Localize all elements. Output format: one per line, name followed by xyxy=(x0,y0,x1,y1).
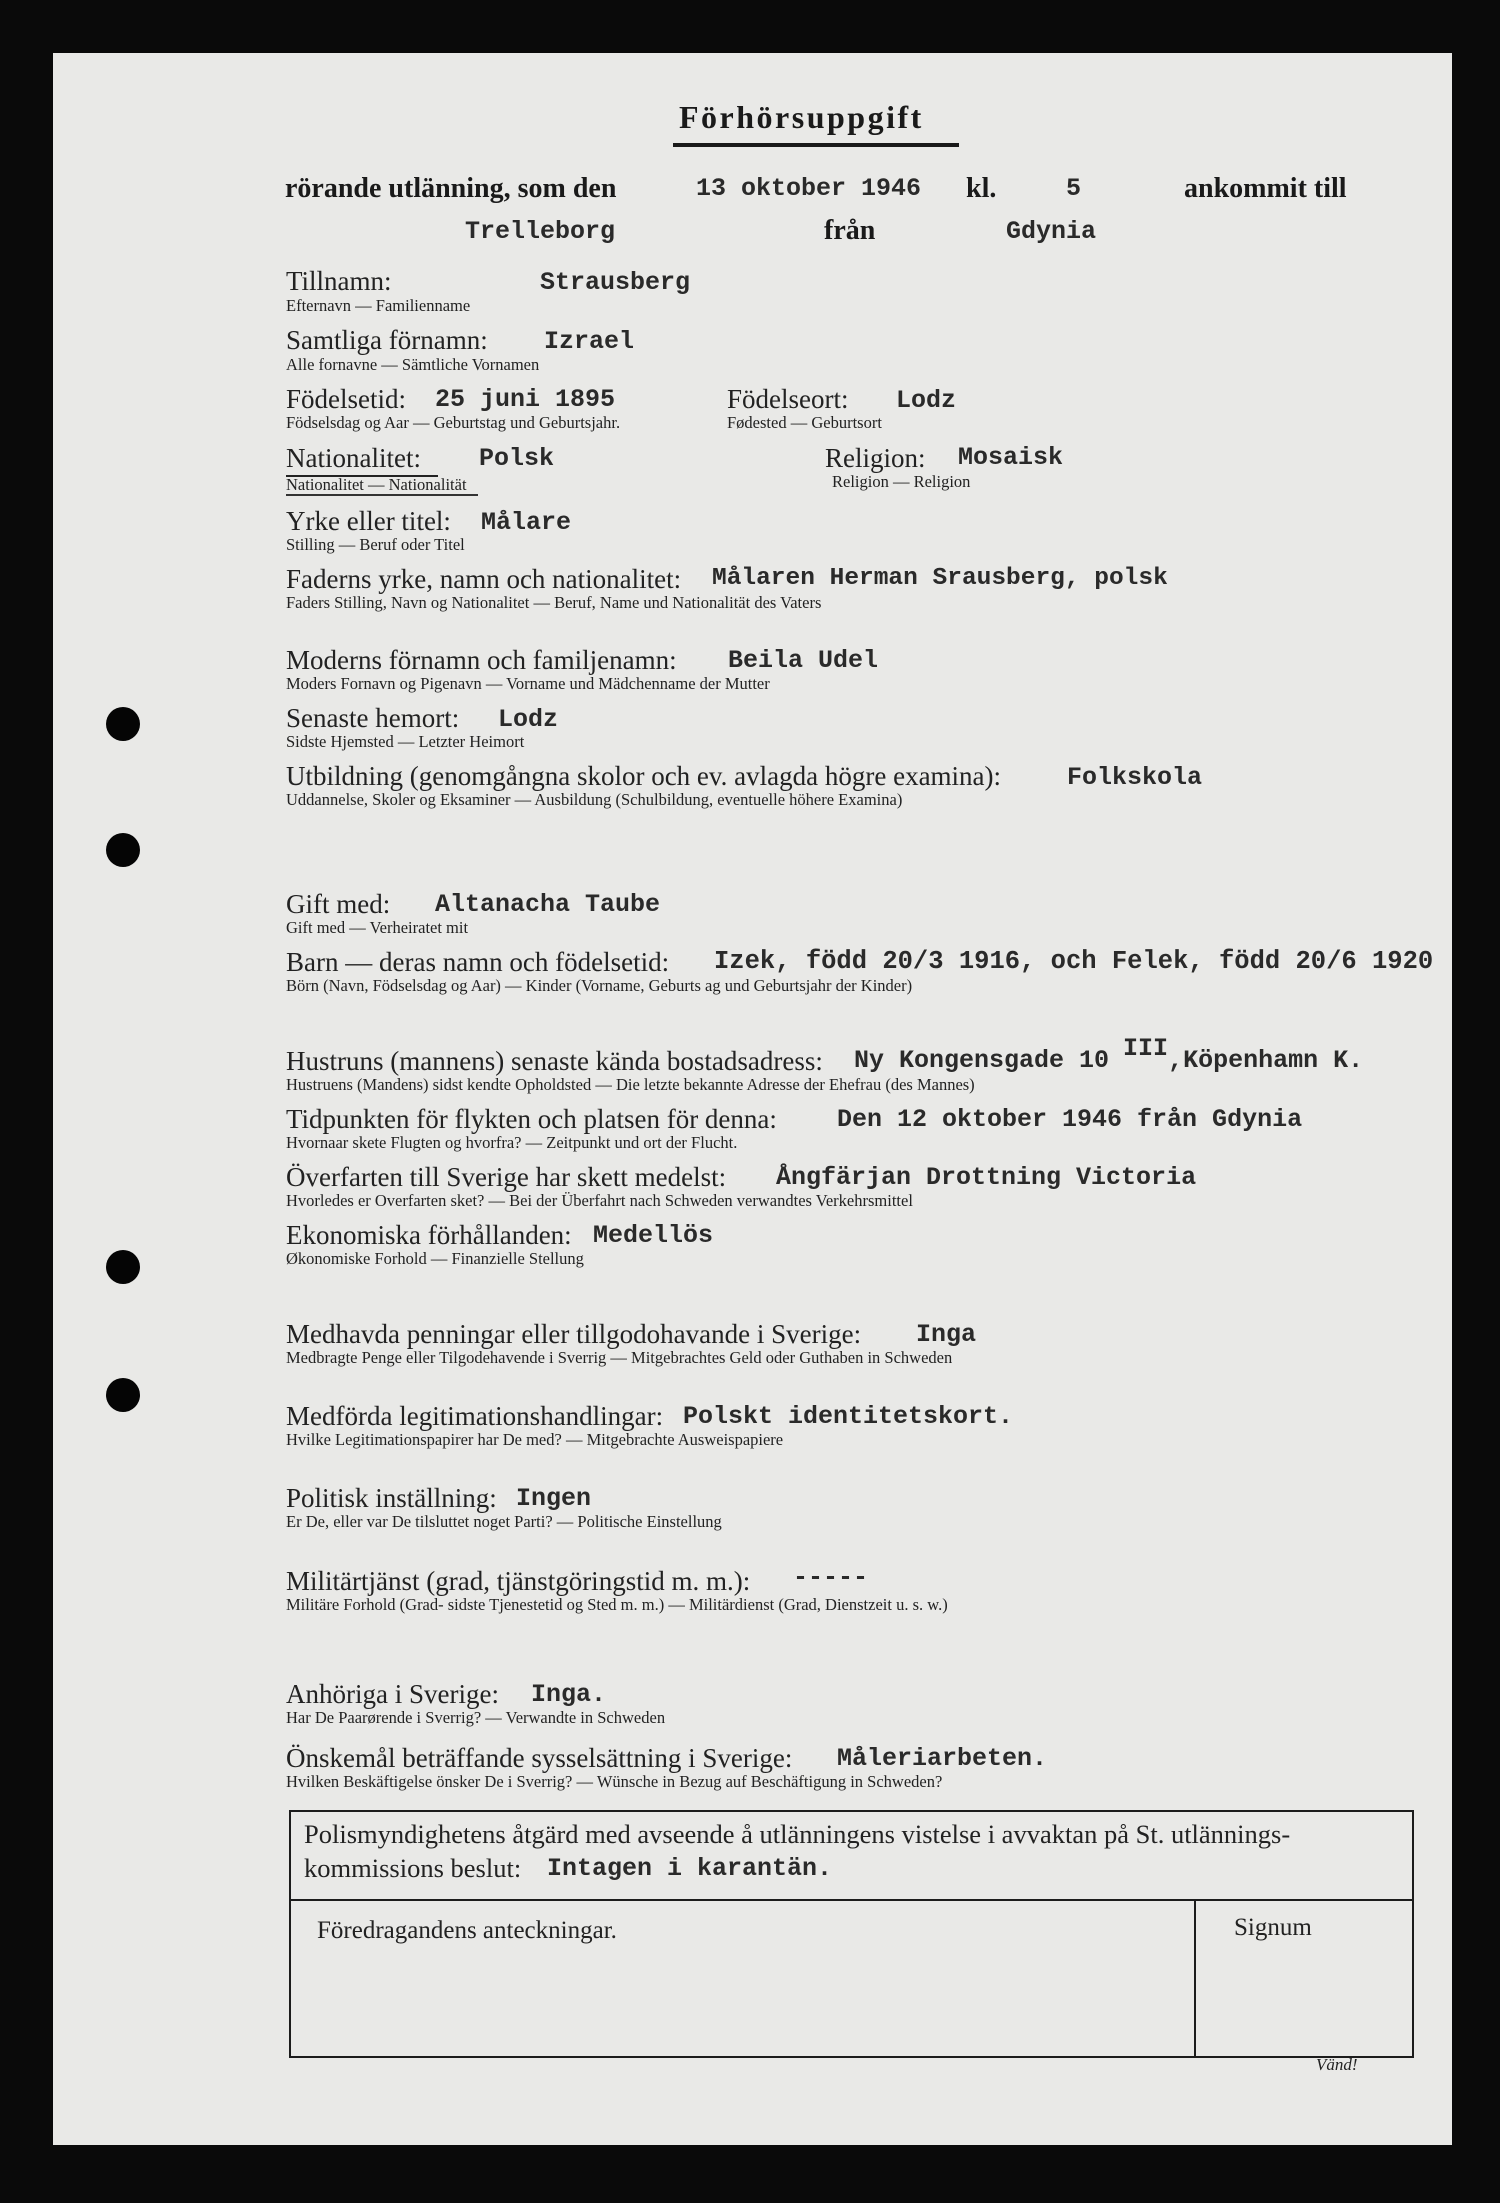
legitimation-label: Medförda legitimationshandlingar: xyxy=(286,1401,664,1431)
hustru-sublabel: Hustruens (Mandens) sidst kendte Opholdsted — Die letzte bekannte Adresse der Ehefrau (des Mannes) xyxy=(286,1075,975,1094)
militar-value: ----- xyxy=(793,1563,869,1592)
title-rule xyxy=(673,143,959,147)
nationalitet-sub-rule xyxy=(286,494,478,496)
tillnamn-value: Strausberg xyxy=(540,268,691,297)
hemort-value: Lodz xyxy=(498,705,559,734)
notes-label: Föredragandens anteckningar. xyxy=(317,1917,617,1944)
fornamn-value: Izrael xyxy=(544,327,635,356)
yrke-value: Målare xyxy=(481,508,572,537)
religion-label: Religion: xyxy=(825,443,926,473)
barn-label: Barn — deras namn och födelsetid: xyxy=(286,947,670,977)
ekonomi-sublabel: Økonomiske Forhold — Finanzielle Stellung xyxy=(286,1249,584,1268)
yrke-label: Yrke eller titel: xyxy=(286,506,451,536)
anhoriga-label: Anhöriga i Sverige: xyxy=(286,1679,499,1709)
hustru-value xyxy=(854,1034,1364,1075)
arrival-place: Trelleborg xyxy=(465,217,616,246)
flykt-label: Tidpunkten för flykten och platsen för denna: xyxy=(286,1104,777,1134)
legitimation-sublabel: Hvilke Legitimationspapirer har De med? — Mitgebrachte Ausweispapiere xyxy=(286,1430,784,1449)
religion-sublabel: Religion — Religion xyxy=(832,472,971,491)
box-divider xyxy=(291,1899,1412,1901)
header-label-1: rörande utlänning, som den xyxy=(285,173,617,204)
fodelsetid-value: 25 juni 1895 xyxy=(435,385,616,414)
gift-value: Altanacha Taube xyxy=(435,890,661,919)
flykt-sublabel: Hvornaar skete Flugten og hvorfra? — Zeitpunkt und ort der Flucht. xyxy=(286,1133,738,1152)
fodelsetid-sublabel: Födselsdag og Aar — Geburtstag und Geburtsjahr. xyxy=(286,413,621,432)
penningar-label: Medhavda penningar eller tillgodohavande i Sverige: xyxy=(286,1319,862,1349)
overfart-value: Ångfärjan Drottning Victoria xyxy=(776,1163,1197,1192)
turn-over-note: Vänd! xyxy=(1316,2055,1358,2074)
politik-value: Ingen xyxy=(516,1484,592,1513)
punch-hole xyxy=(106,1250,140,1284)
barn-sublabel: Börn (Navn, Födselsdag og Aar) — Kinder (Vorname, Geburts ag und Geburtsjahr der Kinder) xyxy=(286,976,913,995)
flykt-value: Den 12 oktober 1946 från Gdynia xyxy=(837,1105,1303,1134)
signum-label: Signum xyxy=(1234,1914,1312,1941)
hustru-street: Ny Kongensgade 10 xyxy=(854,1046,1110,1075)
anhoriga-value: Inga. xyxy=(531,1680,607,1709)
fodelsetid-label: Födelsetid: xyxy=(286,384,406,414)
departure-place: Gdynia xyxy=(1006,217,1097,246)
punch-hole xyxy=(106,833,140,867)
legitimation-value: Polskt identitetskort. xyxy=(683,1402,1014,1431)
onskemal-sublabel: Hvilken Beskäftigelse önsker De i Sverrig? — Wünsche in Bezug auf Beschäftigung in Schweden? xyxy=(286,1772,943,1791)
fornamn-sublabel: Alle fornavne — Sämtliche Vornamen xyxy=(286,355,540,374)
header-label-kl: kl. xyxy=(966,173,997,204)
moder-value: Beila Udel xyxy=(728,646,879,675)
militar-label: Militärtjänst (grad, tjänstgöringstid m. m.): xyxy=(286,1566,751,1596)
overfart-label: Överfarten till Sverige har skett medelst: xyxy=(286,1162,727,1192)
hemort-sublabel: Sidste Hjemsted — Letzter Heimort xyxy=(286,732,525,751)
fodelseort-value: Lodz xyxy=(896,386,957,415)
politik-sublabel: Er De, eller var De tilsluttet noget Parti? — Politische Einstellung xyxy=(286,1512,722,1531)
politik-label: Politisk inställning: xyxy=(286,1483,497,1513)
utbildning-value: Folkskola xyxy=(1067,763,1203,792)
religion-value: Mosaisk xyxy=(958,443,1064,472)
gift-label: Gift med: xyxy=(286,889,391,919)
hustru-floor: III xyxy=(1123,1034,1169,1063)
moder-label: Moderns förnamn och familjenamn: xyxy=(286,645,677,675)
barn-value: Izek, född 20/3 1916, och Felek, född 20/6 1920 xyxy=(714,947,1434,976)
fodelseort-label: Födelseort: xyxy=(727,384,849,414)
onskemal-value: Måleriarbeten. xyxy=(837,1744,1048,1773)
arrival-date: 13 oktober 1946 xyxy=(696,174,922,203)
penningar-sublabel: Medbragte Penge eller Tilgodehavende i Sverrig — Mitgebrachtes Geld oder Guthaben in Schweden xyxy=(286,1348,953,1367)
anhoriga-sublabel: Har De Paarørende i Sverrig? — Verwandte in Schweden xyxy=(286,1708,666,1727)
police-action-value: Intagen i karantän. xyxy=(547,1854,833,1883)
nationalitet-value: Polsk xyxy=(479,444,555,473)
punch-hole xyxy=(106,707,140,741)
punch-hole xyxy=(106,1378,140,1412)
document-page xyxy=(53,53,1452,2145)
yrke-sublabel: Stilling — Beruf oder Titel xyxy=(286,535,465,554)
hemort-label: Senaste hemort: xyxy=(286,703,460,733)
tillnamn-sublabel: Efternavn — Familienname xyxy=(286,296,471,315)
nationalitet-label: Nationalitet: xyxy=(286,443,421,473)
police-action-line-1: Polismyndighetens åtgärd med avseende å utlänningens vistelse i avvaktan på St. utlännings- xyxy=(304,1819,1291,1849)
gift-sublabel: Gift med — Verheiratet mit xyxy=(286,918,469,937)
header-label-fran: från xyxy=(824,215,876,246)
police-action-label: kommissions beslut: xyxy=(304,1853,522,1883)
utbildning-label: Utbildning (genomgångna skolor och ev. avlagda högre examina): xyxy=(286,761,1002,791)
militar-sublabel: Militäre Forhold (Grad- sidste Tjenestetid og Sted m. m.) — Militärdienst (Grad, Dienstzeit u. s. w.) xyxy=(286,1595,948,1614)
signum-divider xyxy=(1194,1900,1196,2056)
penningar-value: Inga xyxy=(916,1320,977,1349)
fornamn-label: Samtliga förnamn: xyxy=(286,325,488,355)
form-title: Förhörsuppgift xyxy=(679,99,924,135)
hustru-label: Hustruns (mannens) senaste kända bostadsadress: xyxy=(286,1046,823,1076)
ekonomi-value: Medellös xyxy=(593,1221,714,1250)
fader-label: Faderns yrke, namn och nationalitet: xyxy=(286,564,682,594)
fader-sublabel: Faders Stilling, Navn og Nationalitet — Beruf, Name und Nationalität des Vaters xyxy=(286,593,822,612)
nationalitet-sublabel: Nationalitet — Nationalität xyxy=(286,475,467,494)
moder-sublabel: Moders Fornavn og Pigenavn — Vorname und Mädchenname der Mutter xyxy=(286,674,770,693)
header-label-ankommit: ankommit till xyxy=(1184,173,1347,204)
tillnamn-label: Tillnamn: xyxy=(286,266,392,296)
fader-value: Målaren Herman Srausberg, polsk xyxy=(712,565,1168,592)
hustru-city: ,Köpenhamn K. xyxy=(1168,1046,1364,1075)
overfart-sublabel: Hvorledes er Overfarten sket? — Bei der Überfahrt nach Schweden verwandtes Verkehrsmittel xyxy=(286,1191,913,1210)
fodelseort-sublabel: Fødested — Geburtsort xyxy=(727,413,882,432)
ekonomi-label: Ekonomiska förhållanden: xyxy=(286,1220,572,1250)
onskemal-label: Önskemål beträffande sysselsättning i Sverige: xyxy=(286,1743,793,1773)
arrival-hour: 5 xyxy=(1066,174,1082,203)
utbildning-sublabel: Uddannelse, Skoler og Eksaminer — Ausbildung (Schulbildung, eventuelle höhere Examina) xyxy=(286,790,903,809)
